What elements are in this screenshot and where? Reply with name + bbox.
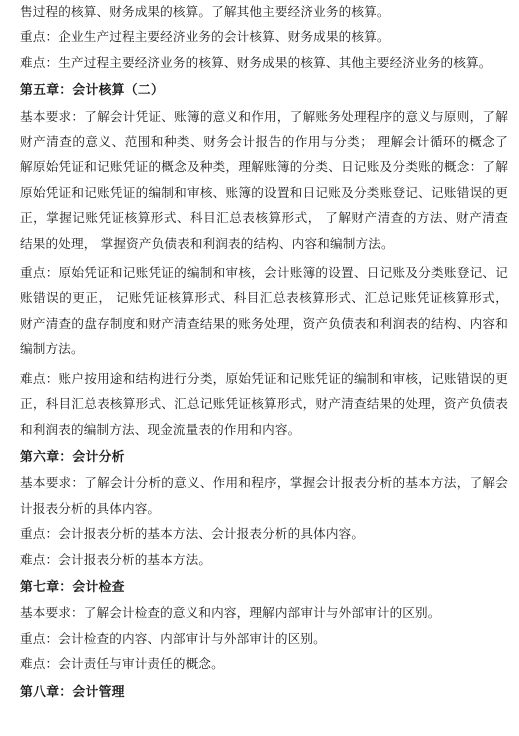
chapter-7	[20, 575, 508, 677]
chapter-5-heading: 第五章：会计核算（二）	[20, 83, 165, 99]
chapter-4-difficulties: 难点：生产过程主要经济业务的核算、财务成果的核算、其他主要经济业务的核算。	[20, 54, 492, 70]
chapter-6-requirements: 基本要求：了解会计分析的意义、作用和程序，掌握会计报表分析的基本方法，了解会计报表分析的具体内容。	[20, 475, 508, 516]
chapter-8-heading: 第八章：会计管理	[20, 684, 125, 700]
chapter-4-requirements-tail: 售过程的核算、财务成果的核算。了解其他主要经济业务的核算。	[20, 4, 390, 19]
document-page	[20, 0, 508, 708]
chapter-7-key-points: 重点：会计检查的内容、内部审计与外部审计的区别。	[20, 630, 326, 646]
chapter-5-requirements: 基本要求：了解会计凭证、账簿的意义和作用，了解账务处理程序的意义与原则，了解财产清查的意义、范围和种类、财务会计报告的作用与分类； 理解会计循环的概念了解原始凭证和记账凭证的概念及种类，理解账簿的分类、日记账及分类账的概念：了解原始凭证和记账凭证的编制和审核、账簿的设置和日记账及分类账登记、记账错误的更正，掌握记账凭证核算形式、科目汇总表核算形式， 了解财产清查的方法、财产清查结果的处理， 掌握资产负债表和利润表的结构、内容和编制方法。	[20, 108, 508, 251]
chapter-7-heading: 第七章：会计检查	[20, 579, 125, 595]
chapter-4-tail	[20, 0, 508, 75]
chapter-7-difficulties: 难点：会计责任与审计责任的概念。	[20, 656, 224, 672]
chapter-5	[20, 78, 508, 442]
chapter-8	[20, 680, 508, 705]
chapter-6-difficulties: 难点：会计报表分析的基本方法。	[20, 551, 212, 567]
chapter-6	[20, 445, 508, 572]
chapter-4-key-points: 重点：企业生产过程主要经济业务的会计核算、财务成果的核算。	[20, 29, 390, 45]
chapter-7-requirements: 基本要求：了解会计检查的意义和内容，理解内部审计与外部审计的区别。	[20, 605, 441, 621]
chapter-6-heading: 第六章：会计分析	[20, 449, 125, 465]
chapter-6-key-points: 重点：会计报表分析的基本方法、会计报表分析的具体内容。	[20, 526, 365, 542]
chapter-5-difficulties: 难点：账户按用途和结构进行分类，原始凭证和记账凭证的编制和审核，记账错误的更正，科目汇总表核算形式、汇总记账凭证核算形式，财产清查结果的处理，资产负债表和利润表的编制方法、现金流量表的作用和内容。	[20, 370, 508, 437]
chapter-5-key-points: 重点：原始凭证和记账凭证的编制和审核，会计账簿的设置、日记账及分类账登记、记账错误的更正， 记账凭证核算形式、科目汇总表核算形式、汇总记账凭证核算形式，财产清查的盘存制度和财产清查结果的账务处理，资产负债表和利润表的结构、内容和编制方法。	[20, 265, 508, 357]
